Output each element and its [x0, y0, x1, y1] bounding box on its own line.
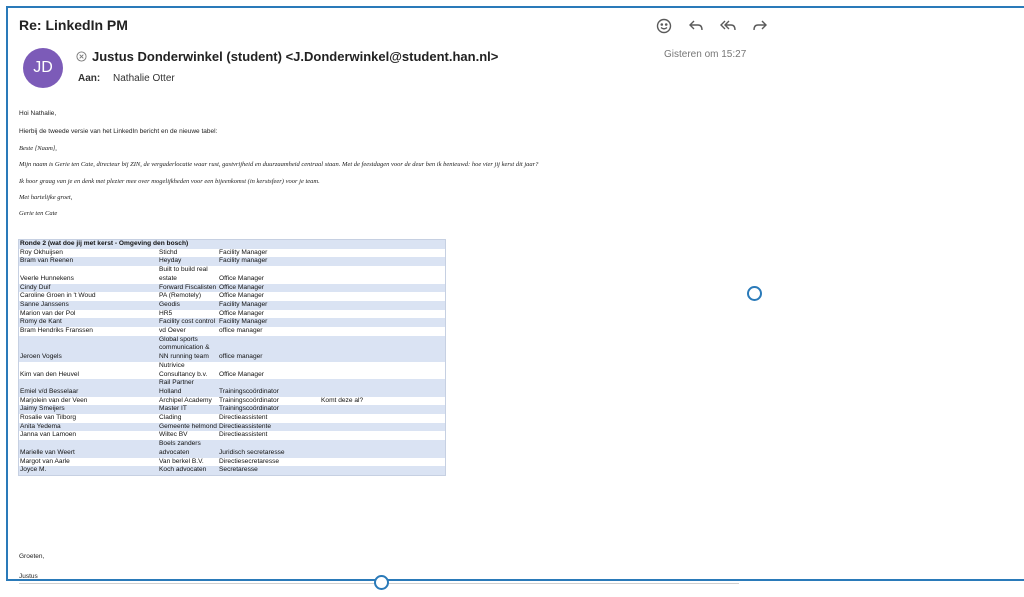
table-row [19, 249, 446, 258]
to-label: Aan: [78, 73, 101, 84]
cell-role: Trainingscoördinator [218, 405, 320, 414]
closing-signature: Justus [19, 573, 38, 580]
cell-name: Bram Hendriks Franssen [20, 327, 93, 335]
table-row [19, 318, 446, 327]
cell-company: vd Oever [159, 327, 186, 335]
table-row [19, 336, 446, 362]
cell-name: Margot van Aarle [20, 457, 70, 465]
cell-role: Trainingscoördinator [219, 396, 279, 404]
cell-role: Office Manager [219, 370, 264, 378]
table-header: Ronde 2 (wat doe jij met kerst - Omgeving den bosch) [19, 240, 446, 249]
cell-name: Marjolein van der Veen [20, 396, 88, 404]
cell-note: Komt deze al? [321, 396, 364, 404]
quote-signature: Gerie ten Cate [19, 210, 58, 217]
table-row [19, 301, 446, 310]
cell-note [320, 336, 446, 362]
table-row [19, 423, 446, 432]
table-row [19, 458, 446, 467]
cell-name: Janna van Lamoen [20, 431, 77, 439]
cell-role: Directieassistente [218, 423, 320, 432]
cell-note [320, 327, 446, 336]
body-intro: Hierbij de tweede versie van het LinkedIn bericht en de nieuwe tabel: [19, 128, 218, 135]
cell-note [320, 310, 446, 319]
table-row [19, 284, 446, 293]
table-row [19, 466, 446, 475]
cell-role: Directieassistent [219, 414, 268, 422]
cell-note [320, 458, 446, 467]
table-row [19, 310, 446, 319]
cell-name: Roy Okhuijsen [20, 248, 63, 256]
table-row [19, 266, 446, 283]
cell-name: Kim van den Heuvel [20, 370, 80, 378]
cell-note [320, 431, 446, 440]
cell-role: Office Manager [219, 292, 264, 300]
table-row [19, 405, 446, 414]
cell-company: Archipel Academy [159, 396, 212, 404]
cell-note [320, 249, 446, 258]
cell-name: Sanne Janssens [19, 301, 159, 310]
table-row [19, 257, 446, 266]
table-header-row [19, 240, 446, 249]
table-row [19, 414, 446, 423]
sender-line [76, 49, 498, 64]
cell-note [320, 379, 446, 396]
cell-role: Directieassistent [219, 431, 268, 439]
table-row [19, 362, 446, 379]
cell-role: Facility Manager [219, 248, 268, 256]
quote-closing: Met hartelijke groet, [19, 194, 73, 201]
table-row [19, 431, 446, 440]
cell-role: Juridisch secretaresse [218, 440, 320, 457]
cell-company: Boels zanders advocaten [158, 440, 218, 457]
cell-name: Anita Yedema [19, 423, 159, 432]
table-row [19, 440, 446, 457]
message-toolbar [653, 15, 771, 37]
body-greeting: Hoi Nathalie, [19, 110, 57, 117]
cell-name: Emiel v/d Besselaar [19, 379, 159, 396]
table-row [19, 379, 446, 396]
cell-role: Directiesecretaresse [219, 457, 280, 465]
quote-salutation: Beste [Naam], [19, 145, 57, 152]
cell-role: Trainingscoördinator [218, 379, 320, 396]
cell-note [320, 257, 446, 266]
cell-name: Jaimy Smeijers [19, 405, 159, 414]
smiley-icon[interactable] [653, 15, 675, 37]
cell-name: Bram van Reenen [19, 257, 159, 266]
cell-role: office manager [219, 327, 263, 335]
cell-name: Jeroen Vogels [19, 336, 159, 362]
cell-company: Built to build real estate [159, 266, 208, 282]
forward-icon[interactable] [749, 15, 771, 37]
cell-note [320, 423, 446, 432]
avatar: JD [23, 48, 63, 88]
cell-name: Rosalie van Tilborg [20, 414, 77, 422]
cell-company: Van berkel B.V. [159, 457, 204, 465]
closing-greeting: Groeten, [19, 553, 45, 560]
cell-role: Office Manager [218, 284, 320, 293]
sender-name[interactable]: Justus Donderwinkel (student) <J.Donderwinkel@student.han.nl> [92, 49, 499, 64]
cell-role: Office Manager [219, 274, 264, 282]
contacts-table [18, 239, 446, 476]
cell-company: Nutrivice Consultancy b.v. [159, 361, 208, 378]
cell-name: Joyce M. [19, 466, 159, 475]
email-subject: Re: LinkedIn PM [19, 17, 128, 33]
cell-name: Caroline Groen in 't Woud [20, 292, 96, 300]
cell-company: PA (Remotely) [159, 292, 202, 300]
cell-role: office manager [218, 336, 320, 362]
cell-company: Gemeente helmond [159, 422, 217, 430]
cell-company: Global sports communication & NN running team [158, 336, 218, 362]
quote-paragraph-2: Ik hoor graag van je en denk met plezier mee over mogelijkheden voor een bijeenkomst (in kerstsfeer) voor je team. [19, 178, 320, 185]
resize-handle-bottom[interactable] [374, 575, 389, 590]
message-date: Gisteren om 15:27 [664, 49, 747, 60]
cell-note [320, 466, 446, 475]
cell-note [320, 414, 446, 423]
cell-role: Office Manager [219, 309, 264, 317]
reply-all-icon[interactable] [717, 15, 739, 37]
cell-note [320, 405, 446, 414]
cell-name: Marion van der Pol [20, 309, 76, 317]
cell-company: Clading [159, 414, 182, 422]
cell-note [320, 284, 446, 293]
table-row [19, 327, 446, 336]
cell-company: HR5 [159, 309, 173, 317]
cell-company: Geodis [158, 301, 218, 310]
recipient-line [78, 73, 175, 84]
resize-handle-right[interactable] [747, 286, 762, 301]
quote-paragraph-1: Mijn naam is Gerie ten Cate, directeur bij ZIN, de vergaderlocatie waar rust, gastvrijheid en duurzaamheid centraal staan. Met de feestdagen voor de deur ben ik benieuwd: hoe vier jij kerst dit jaar? [19, 161, 539, 168]
cell-note [320, 292, 446, 301]
cell-note [320, 318, 446, 327]
cell-note [320, 266, 446, 283]
cell-role: Facility manager [218, 257, 320, 266]
table-row [19, 292, 446, 301]
cell-role: Facility Manager [218, 318, 320, 327]
remove-sender-icon[interactable] [76, 51, 87, 62]
cell-company: Stichd [159, 248, 178, 256]
cell-company: Forward Fiscalisten [159, 283, 217, 291]
cell-name: Cindy Duif [19, 284, 159, 293]
cell-company: Wiltec BV [159, 431, 188, 439]
recipient-name[interactable]: Nathalie Otter [113, 73, 175, 84]
cell-note [320, 362, 446, 379]
cell-company: Facility cost control [158, 318, 218, 327]
cell-company: Master IT [158, 405, 218, 414]
cell-company: Heyday [158, 257, 218, 266]
cell-role: Facility Manager [218, 301, 320, 310]
cell-name: Marielle van Weert [19, 440, 159, 457]
cell-role: Secretaresse [218, 466, 320, 475]
cell-name: Romy de Kant [19, 318, 159, 327]
cell-company: Rail Partner Holland [158, 379, 218, 396]
reply-icon[interactable] [685, 15, 707, 37]
cell-company: Koch advocaten [158, 466, 218, 475]
cell-note [320, 440, 446, 457]
cell-name: Veerle Hunnekens [20, 274, 74, 282]
cell-note [320, 301, 446, 310]
table-row [19, 397, 446, 406]
